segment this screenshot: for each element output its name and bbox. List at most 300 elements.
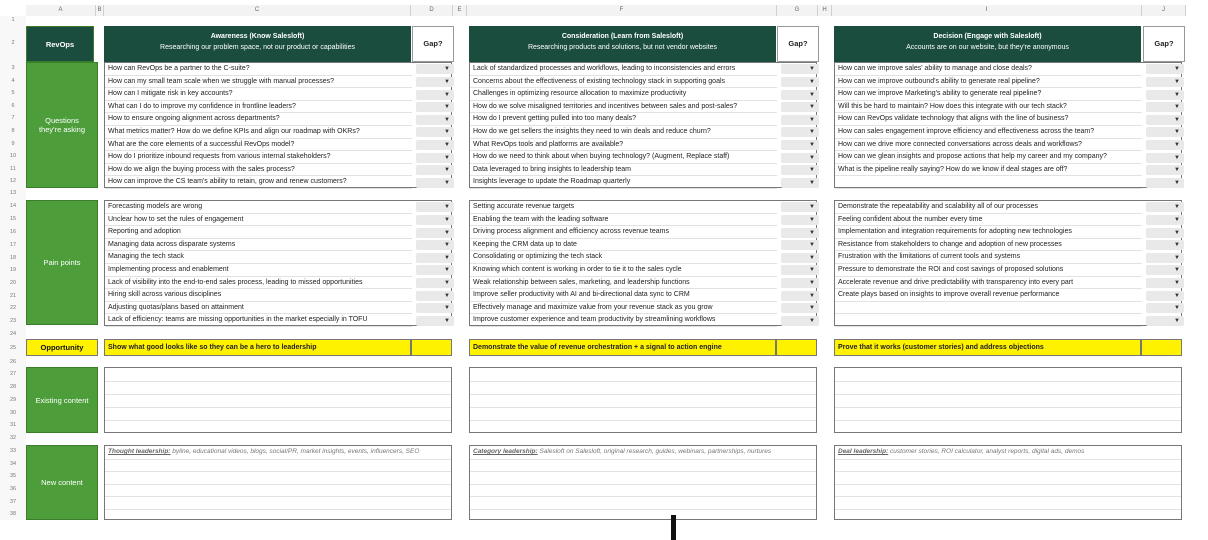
row-header[interactable]: 28 — [0, 381, 26, 394]
column-header[interactable]: E — [453, 5, 467, 16]
pain-point-cell[interactable]: Lack of efficiency: teams are missing opportunities in the market especially in TOFU — [105, 314, 412, 327]
question-cell[interactable]: How can sales engagement improve efficiency and effectiveness across the team? — [835, 126, 1142, 139]
note-text: byline, educational videos, blogs, social/PR, market insights, events, influencers, SEO — [170, 448, 420, 455]
pain-points-list — [469, 200, 817, 326]
triangle-down-icon: ▼ — [809, 242, 815, 249]
grid-line — [470, 381, 816, 382]
row-header[interactable]: 6 — [0, 100, 26, 112]
grid-line — [835, 394, 1181, 395]
stage-subtitle: Researching products and solutions, but not vendor websites — [527, 44, 718, 51]
existing-content-box[interactable] — [104, 367, 452, 433]
row-header[interactable]: 20 — [0, 277, 26, 290]
gap-dropdown[interactable] — [416, 303, 454, 313]
grid-line — [470, 496, 816, 497]
triangle-down-icon: ▼ — [1174, 204, 1180, 211]
question-cell[interactable]: What are the core elements of a successful RevOps model? — [105, 139, 412, 152]
gap-dropdown[interactable] — [781, 140, 819, 150]
row-header[interactable]: 12 — [0, 175, 26, 188]
stage-title: Awareness (Know Salesloft) — [210, 33, 305, 40]
triangle-down-icon: ▼ — [1174, 229, 1180, 236]
gap-dropdown[interactable] — [1146, 316, 1184, 326]
triangle-down-icon: ▼ — [444, 267, 450, 274]
triangle-down-icon: ▼ — [444, 305, 450, 312]
pain-point-cell[interactable]: Implementation and integration requirements for adopting new technologies — [835, 226, 1142, 239]
grid-line — [470, 420, 816, 421]
gap-dropdown[interactable] — [1146, 215, 1184, 225]
pain-points-list — [104, 200, 452, 326]
triangle-down-icon: ▼ — [1174, 66, 1180, 73]
triangle-down-icon: ▼ — [444, 154, 450, 161]
pain-points-list — [834, 200, 1182, 326]
row-header[interactable]: 15 — [0, 213, 26, 226]
gap-header: Gap? — [777, 26, 819, 62]
triangle-down-icon: ▼ — [809, 91, 815, 98]
triangle-down-icon: ▼ — [444, 179, 450, 186]
opportunity-gap-cell[interactable] — [776, 339, 817, 356]
triangle-down-icon: ▼ — [444, 229, 450, 236]
question-cell[interactable]: Concerns about the effectiveness of existing technology stack in supporting goals — [470, 76, 777, 89]
gap-dropdown[interactable] — [1146, 240, 1184, 250]
new-content-box[interactable] — [469, 445, 817, 520]
triangle-down-icon: ▼ — [809, 254, 815, 261]
pain-point-cell[interactable]: Accelerate revenue and drive predictability with transparency into every part — [835, 277, 1142, 290]
pain-point-cell[interactable]: Knowing which content is working in order to tie it to the sales cycle — [470, 264, 777, 277]
triangle-down-icon: ▼ — [1174, 292, 1180, 299]
triangle-down-icon: ▼ — [1174, 242, 1180, 249]
triangle-down-icon: ▼ — [1174, 279, 1180, 286]
pain-point-cell[interactable]: Reporting and adoption — [105, 226, 412, 239]
question-cell[interactable]: What can I do to improve my confidence in frontline leaders? — [105, 101, 412, 114]
gap-dropdown[interactable] — [1146, 153, 1184, 163]
triangle-down-icon: ▼ — [809, 305, 815, 312]
gap-dropdown[interactable] — [1146, 265, 1184, 275]
gap-dropdown[interactable] — [1146, 115, 1184, 125]
row-header[interactable]: 19 — [0, 264, 26, 277]
column-header[interactable]: A — [26, 5, 96, 16]
grid-line — [835, 509, 1181, 510]
column-header[interactable]: I — [832, 5, 1142, 16]
grid-line — [105, 471, 451, 472]
triangle-down-icon: ▼ — [1174, 167, 1180, 174]
pain-point-cell[interactable]: Hiring skill across various disciplines — [105, 289, 412, 302]
triangle-down-icon: ▼ — [809, 204, 815, 211]
grid-line — [105, 496, 451, 497]
opportunity-gap-cell[interactable] — [411, 339, 452, 356]
column-header[interactable]: B — [96, 5, 104, 16]
row-header[interactable]: 34 — [0, 458, 26, 470]
question-cell[interactable]: Challenges in optimizing resource allocation to maximize productivity — [470, 88, 777, 101]
row-header[interactable]: 23 — [0, 315, 26, 328]
row-header[interactable]: 1 — [0, 16, 26, 24]
triangle-down-icon: ▼ — [444, 317, 450, 324]
triangle-down-icon: ▼ — [444, 141, 450, 148]
row-header[interactable]: 38 — [0, 509, 26, 520]
gap-dropdown[interactable] — [781, 291, 819, 301]
triangle-down-icon: ▼ — [444, 254, 450, 261]
gap-dropdown[interactable] — [416, 265, 454, 275]
gap-dropdown[interactable] — [781, 202, 819, 212]
triangle-down-icon: ▼ — [444, 242, 450, 249]
pain-point-cell[interactable]: Managing data across disparate systems — [105, 239, 412, 252]
gap-dropdown[interactable] — [781, 316, 819, 326]
note-label: Thought leadership: — [108, 448, 171, 455]
question-cell[interactable]: Lack of standardized processes and workflows, leading to inconsistencies and errors — [470, 63, 777, 76]
gap-header: Gap? — [412, 26, 454, 62]
new-content-note[interactable] — [470, 446, 816, 458]
row-header[interactable]: 25 — [0, 340, 26, 356]
triangle-down-icon: ▼ — [444, 216, 450, 223]
triangle-down-icon: ▼ — [1174, 141, 1180, 148]
gap-dropdown[interactable] — [781, 240, 819, 250]
column-header[interactable]: F — [467, 5, 777, 16]
pain-point-cell[interactable]: Consolidating or optimizing the tech stack — [470, 251, 777, 264]
gap-dropdown[interactable] — [416, 90, 454, 100]
gap-dropdown[interactable] — [416, 165, 454, 175]
pain-point-cell[interactable]: Keeping the CRM data up to date — [470, 239, 777, 252]
gap-dropdown[interactable] — [1146, 202, 1184, 212]
question-cell[interactable]: How can we improve outbound's ability to generate real pipeline? — [835, 76, 1142, 89]
row-header[interactable]: 3 — [0, 62, 26, 75]
revops-header: RevOps — [26, 26, 94, 62]
row-header[interactable]: 29 — [0, 394, 26, 407]
triangle-down-icon: ▼ — [809, 129, 815, 136]
question-cell[interactable]: How do we solve misaligned territories and incentives between sales and post-sales? — [470, 101, 777, 114]
grid-line — [470, 459, 816, 460]
pain-point-cell[interactable]: Pressure to demonstrate the ROI and cost savings of proposed solutions — [835, 264, 1142, 277]
question-cell[interactable]: How do I prioritize inbound requests from various internal stakeholders? — [105, 151, 412, 164]
triangle-down-icon: ▼ — [1174, 116, 1180, 123]
gap-header: Gap? — [1143, 26, 1185, 62]
triangle-down-icon: ▼ — [1174, 317, 1180, 324]
question-cell[interactable]: What is the pipeline really saying? How do we know if deal stages are off? — [835, 164, 1142, 177]
gap-dropdown[interactable] — [1146, 228, 1184, 238]
gap-dropdown[interactable] — [416, 77, 454, 87]
gap-dropdown[interactable] — [416, 240, 454, 250]
pain-point-cell[interactable]: Driving process alignment and efficiency across revenue teams — [470, 226, 777, 239]
gap-dropdown[interactable] — [781, 228, 819, 238]
gap-dropdown[interactable] — [1146, 127, 1184, 137]
triangle-down-icon: ▼ — [809, 317, 815, 324]
gap-dropdown[interactable] — [781, 303, 819, 313]
grid-line — [105, 420, 451, 421]
row-header[interactable]: 31 — [0, 419, 26, 432]
triangle-down-icon: ▼ — [444, 91, 450, 98]
gap-dropdown[interactable] — [781, 64, 819, 74]
row-header[interactable]: 33 — [0, 445, 26, 458]
gap-dropdown[interactable] — [781, 102, 819, 112]
section-new-content: New content — [26, 445, 98, 520]
new-content-box[interactable] — [104, 445, 452, 520]
column-header[interactable]: H — [818, 5, 832, 16]
section-questions: Questions they're asking — [26, 62, 98, 188]
question-cell[interactable]: How can RevOps be a partner to the C-suite? — [105, 63, 412, 76]
row-header[interactable]: 36 — [0, 483, 26, 496]
pain-point-cell[interactable]: Feeling confident about the number every time — [835, 214, 1142, 227]
pain-point-cell[interactable]: Unclear how to set the rules of engagement — [105, 214, 412, 227]
triangle-down-icon: ▼ — [1174, 305, 1180, 312]
pain-point-cell[interactable]: Effectively manage and maximize value from your revenue stack as you grow — [470, 302, 777, 315]
grid-line — [105, 381, 451, 382]
gap-dropdown[interactable] — [781, 278, 819, 288]
pain-point-cell[interactable]: Enabling the team with the leading software — [470, 214, 777, 227]
triangle-down-icon: ▼ — [1174, 91, 1180, 98]
gap-dropdown[interactable] — [416, 102, 454, 112]
section-existing-content: Existing content — [26, 367, 98, 433]
questions-list — [834, 62, 1182, 188]
pain-point-cell[interactable] — [835, 302, 1142, 315]
triangle-down-icon: ▼ — [809, 216, 815, 223]
gap-dropdown[interactable] — [781, 253, 819, 263]
opportunity-cell[interactable]: Prove that it works (customer stories) and address objections — [834, 339, 1141, 356]
note-label: Category leadership: — [473, 448, 538, 455]
question-cell[interactable]: What RevOps tools and platforms are available? — [470, 139, 777, 152]
pain-point-cell[interactable]: Frustration with the limitations of current tools and systems — [835, 251, 1142, 264]
questions-list — [104, 62, 452, 188]
gap-dropdown[interactable] — [781, 178, 819, 188]
question-cell[interactable] — [835, 176, 1142, 189]
question-cell[interactable]: Data leveraged to bring insights to leadership team — [470, 164, 777, 177]
gap-dropdown[interactable] — [416, 253, 454, 263]
pain-point-cell[interactable]: Demonstrate the repeatability and scalability all of our processes — [835, 201, 1142, 214]
grid-line — [835, 471, 1181, 472]
gap-dropdown[interactable] — [1146, 165, 1184, 175]
opportunity-cell[interactable]: Demonstrate the value of revenue orchestration + a signal to action engine — [469, 339, 776, 356]
triangle-down-icon: ▼ — [1174, 254, 1180, 261]
triangle-down-icon: ▼ — [809, 66, 815, 73]
gap-dropdown[interactable] — [416, 228, 454, 238]
row-header[interactable]: 18 — [0, 252, 26, 264]
pain-point-cell[interactable]: Improve seller productivity with AI and bi-directional data sync to CRM — [470, 289, 777, 302]
row-header[interactable]: 4 — [0, 75, 26, 87]
stage-subtitle: Researching our problem space, not our product or capabilities — [160, 44, 355, 51]
gap-dropdown[interactable] — [1146, 64, 1184, 74]
triangle-down-icon: ▼ — [444, 66, 450, 73]
pain-point-cell[interactable]: Lack of visibility into the end-to-end sales process, leading to missed opportunities — [105, 277, 412, 290]
pain-point-cell[interactable]: Create plays based on insights to improve overall revenue performance — [835, 289, 1142, 302]
gap-dropdown[interactable] — [1146, 77, 1184, 87]
row-header[interactable]: 26 — [0, 356, 26, 368]
grid-line — [105, 459, 451, 460]
question-cell[interactable]: How can we improve sales' ability to manage and close deals? — [835, 63, 1142, 76]
row-header[interactable]: 8 — [0, 125, 26, 138]
gap-dropdown[interactable] — [781, 215, 819, 225]
row-header[interactable]: 13 — [0, 188, 26, 199]
row-header[interactable]: 37 — [0, 496, 26, 509]
question-cell[interactable]: How can RevOps validate technology that aligns with the line of business? — [835, 113, 1142, 126]
gap-dropdown[interactable] — [781, 90, 819, 100]
new-content-box[interactable] — [834, 445, 1182, 520]
row-header[interactable]: 16 — [0, 226, 26, 239]
triangle-down-icon: ▼ — [809, 78, 815, 85]
gap-dropdown[interactable] — [416, 215, 454, 225]
opportunity-gap-cell[interactable] — [1141, 339, 1182, 356]
triangle-down-icon: ▼ — [809, 292, 815, 299]
section-pain-points: Pain points — [26, 200, 98, 325]
gap-dropdown[interactable] — [1146, 140, 1184, 150]
pain-point-cell[interactable]: Improve customer experience and team productivity by streamlining workflows — [470, 314, 777, 327]
gap-dropdown[interactable] — [416, 178, 454, 188]
triangle-down-icon: ▼ — [809, 116, 815, 123]
stage-header — [104, 26, 411, 62]
triangle-down-icon: ▼ — [809, 167, 815, 174]
question-cell[interactable]: How can we improve Marketing's ability to generate real pipeline? — [835, 88, 1142, 101]
triangle-down-icon: ▼ — [444, 104, 450, 111]
triangle-down-icon: ▼ — [444, 204, 450, 211]
row-header[interactable]: 27 — [0, 368, 26, 381]
row-header[interactable]: 22 — [0, 302, 26, 315]
row-header[interactable]: 14 — [0, 199, 26, 213]
row-header[interactable]: 21 — [0, 290, 26, 302]
gap-dropdown[interactable] — [416, 140, 454, 150]
question-cell[interactable]: What metrics matter? How do we define KPIs and align our roadmap with OKRs? — [105, 126, 412, 139]
row-header[interactable]: 10 — [0, 150, 26, 163]
existing-content-box[interactable] — [469, 367, 817, 433]
question-cell[interactable]: Will this be hard to maintain? How does this integrate with our tech stack? — [835, 101, 1142, 114]
question-cell[interactable]: How can we glean insights and propose actions that help my career and my company? — [835, 151, 1142, 164]
question-cell[interactable]: How do we get sellers the insights they need to win deals and reduce churn? — [470, 126, 777, 139]
grid-line — [835, 496, 1181, 497]
gap-dropdown[interactable] — [416, 64, 454, 74]
grid-line — [835, 381, 1181, 382]
grid-line — [105, 407, 451, 408]
gap-dropdown[interactable] — [416, 202, 454, 212]
grid-line — [105, 484, 451, 485]
triangle-down-icon: ▼ — [1174, 154, 1180, 161]
triangle-down-icon: ▼ — [809, 154, 815, 161]
stage-header — [469, 26, 776, 62]
triangle-down-icon: ▼ — [1174, 129, 1180, 136]
question-cell[interactable]: How do we align the buying process with the sales process? — [105, 164, 412, 177]
row-header[interactable]: 24 — [0, 328, 26, 340]
grid-line — [835, 420, 1181, 421]
question-cell[interactable]: How do I prevent getting pulled into too many deals? — [470, 113, 777, 126]
note-text: customer stories, ROI calculator, analyst reports, digital ads, demos — [888, 448, 1085, 455]
note-text: Salesloft on Salesloft, original research, guides, webinars, partnerships, nurtures — [537, 448, 772, 455]
pain-point-cell[interactable] — [835, 314, 1142, 327]
row-header[interactable]: 30 — [0, 407, 26, 419]
questions-list — [469, 62, 817, 188]
gap-dropdown[interactable] — [1146, 90, 1184, 100]
grid-line — [835, 484, 1181, 485]
question-cell[interactable]: How can we drive more connected conversations across deals and workflows? — [835, 139, 1142, 152]
gap-dropdown[interactable] — [781, 77, 819, 87]
section-opportunity: Opportunity — [26, 339, 98, 356]
opportunity-cell[interactable]: Show what good looks like so they can be a hero to leadership — [104, 339, 411, 356]
gap-dropdown[interactable] — [1146, 278, 1184, 288]
question-cell[interactable]: How to ensure ongoing alignment across departments? — [105, 113, 412, 126]
row-header[interactable]: 9 — [0, 138, 26, 150]
pain-point-cell[interactable]: Forecasting models are wrong — [105, 201, 412, 214]
stage-title: Decision (Engage with Salesloft) — [933, 33, 1042, 40]
pain-point-cell[interactable]: Weak relationship between sales, marketing, and leadership functions — [470, 277, 777, 290]
grid-line — [105, 394, 451, 395]
stage-title: Consideration (Learn from Salesloft) — [561, 33, 684, 40]
gap-dropdown[interactable] — [416, 316, 454, 326]
triangle-down-icon: ▼ — [444, 279, 450, 286]
gap-dropdown[interactable] — [1146, 291, 1184, 301]
existing-content-box[interactable] — [834, 367, 1182, 433]
grid-line — [835, 459, 1181, 460]
gap-dropdown[interactable] — [1146, 102, 1184, 112]
row-header[interactable]: 35 — [0, 470, 26, 483]
triangle-down-icon: ▼ — [444, 167, 450, 174]
gap-dropdown[interactable] — [781, 153, 819, 163]
triangle-down-icon: ▼ — [809, 104, 815, 111]
grid-line — [470, 394, 816, 395]
gap-dropdown[interactable] — [781, 265, 819, 275]
column-header[interactable]: C — [104, 5, 411, 16]
triangle-down-icon: ▼ — [444, 292, 450, 299]
triangle-down-icon: ▼ — [1174, 216, 1180, 223]
question-cell[interactable]: How can my small team scale when we struggle with manual processes? — [105, 76, 412, 89]
grid-line — [470, 407, 816, 408]
triangle-down-icon: ▼ — [1174, 179, 1180, 186]
text-cursor-icon — [671, 515, 676, 540]
note-label: Deal leadership: — [838, 448, 889, 455]
new-content-note[interactable] — [105, 446, 451, 458]
gap-dropdown[interactable] — [416, 115, 454, 125]
row-header[interactable]: 11 — [0, 163, 26, 175]
gap-dropdown[interactable] — [1146, 178, 1184, 188]
triangle-down-icon: ▼ — [444, 116, 450, 123]
gap-dropdown[interactable] — [781, 127, 819, 137]
triangle-down-icon: ▼ — [1174, 104, 1180, 111]
grid-line — [835, 407, 1181, 408]
question-cell[interactable]: Insights leverage to update the Roadmap quarterly — [470, 176, 777, 189]
grid-line — [470, 509, 816, 510]
pain-point-cell[interactable]: Managing the tech stack — [105, 251, 412, 264]
row-header[interactable]: 32 — [0, 432, 26, 445]
gap-dropdown[interactable] — [781, 165, 819, 175]
pain-point-cell[interactable]: Setting accurate revenue targets — [470, 201, 777, 214]
triangle-down-icon: ▼ — [809, 279, 815, 286]
gap-dropdown[interactable] — [1146, 303, 1184, 313]
gap-dropdown[interactable] — [416, 153, 454, 163]
stage-subtitle: Accounts are on our website, but they're anonymous — [906, 44, 1069, 51]
column-header[interactable]: G — [777, 5, 818, 16]
row-header[interactable]: 7 — [0, 112, 26, 125]
triangle-down-icon: ▼ — [444, 129, 450, 136]
gap-dropdown[interactable] — [416, 278, 454, 288]
triangle-down-icon: ▼ — [809, 179, 815, 186]
triangle-down-icon: ▼ — [1174, 78, 1180, 85]
gap-dropdown[interactable] — [1146, 253, 1184, 263]
grid-line — [105, 509, 451, 510]
pain-point-cell[interactable]: Adjusting quotas/plans based on attainment — [105, 302, 412, 315]
question-cell[interactable]: How can I mitigate risk in key accounts? — [105, 88, 412, 101]
triangle-down-icon: ▼ — [809, 141, 815, 148]
new-content-note[interactable] — [835, 446, 1181, 458]
column-header[interactable]: D — [411, 5, 453, 16]
pain-point-cell[interactable]: Implementing process and enablement — [105, 264, 412, 277]
triangle-down-icon: ▼ — [444, 78, 450, 85]
row-header[interactable]: 5 — [0, 87, 26, 100]
pain-point-cell[interactable]: Resistance from stakeholders to change and adoption of new processes — [835, 239, 1142, 252]
question-cell[interactable]: How can improve the CS team's ability to retain, grow and renew customers? — [105, 176, 412, 189]
row-header[interactable]: 2 — [0, 24, 26, 62]
stage-header — [834, 26, 1141, 62]
question-cell[interactable]: How do we need to think about when buying technology? (Augment, Replace staff) — [470, 151, 777, 164]
triangle-down-icon: ▼ — [809, 267, 815, 274]
grid-line — [470, 484, 816, 485]
row-header[interactable]: 17 — [0, 239, 26, 252]
gap-dropdown[interactable] — [781, 115, 819, 125]
triangle-down-icon: ▼ — [809, 229, 815, 236]
triangle-down-icon: ▼ — [1174, 267, 1180, 274]
gap-dropdown[interactable] — [416, 291, 454, 301]
gap-dropdown[interactable] — [416, 127, 454, 137]
column-header[interactable]: J — [1142, 5, 1186, 16]
